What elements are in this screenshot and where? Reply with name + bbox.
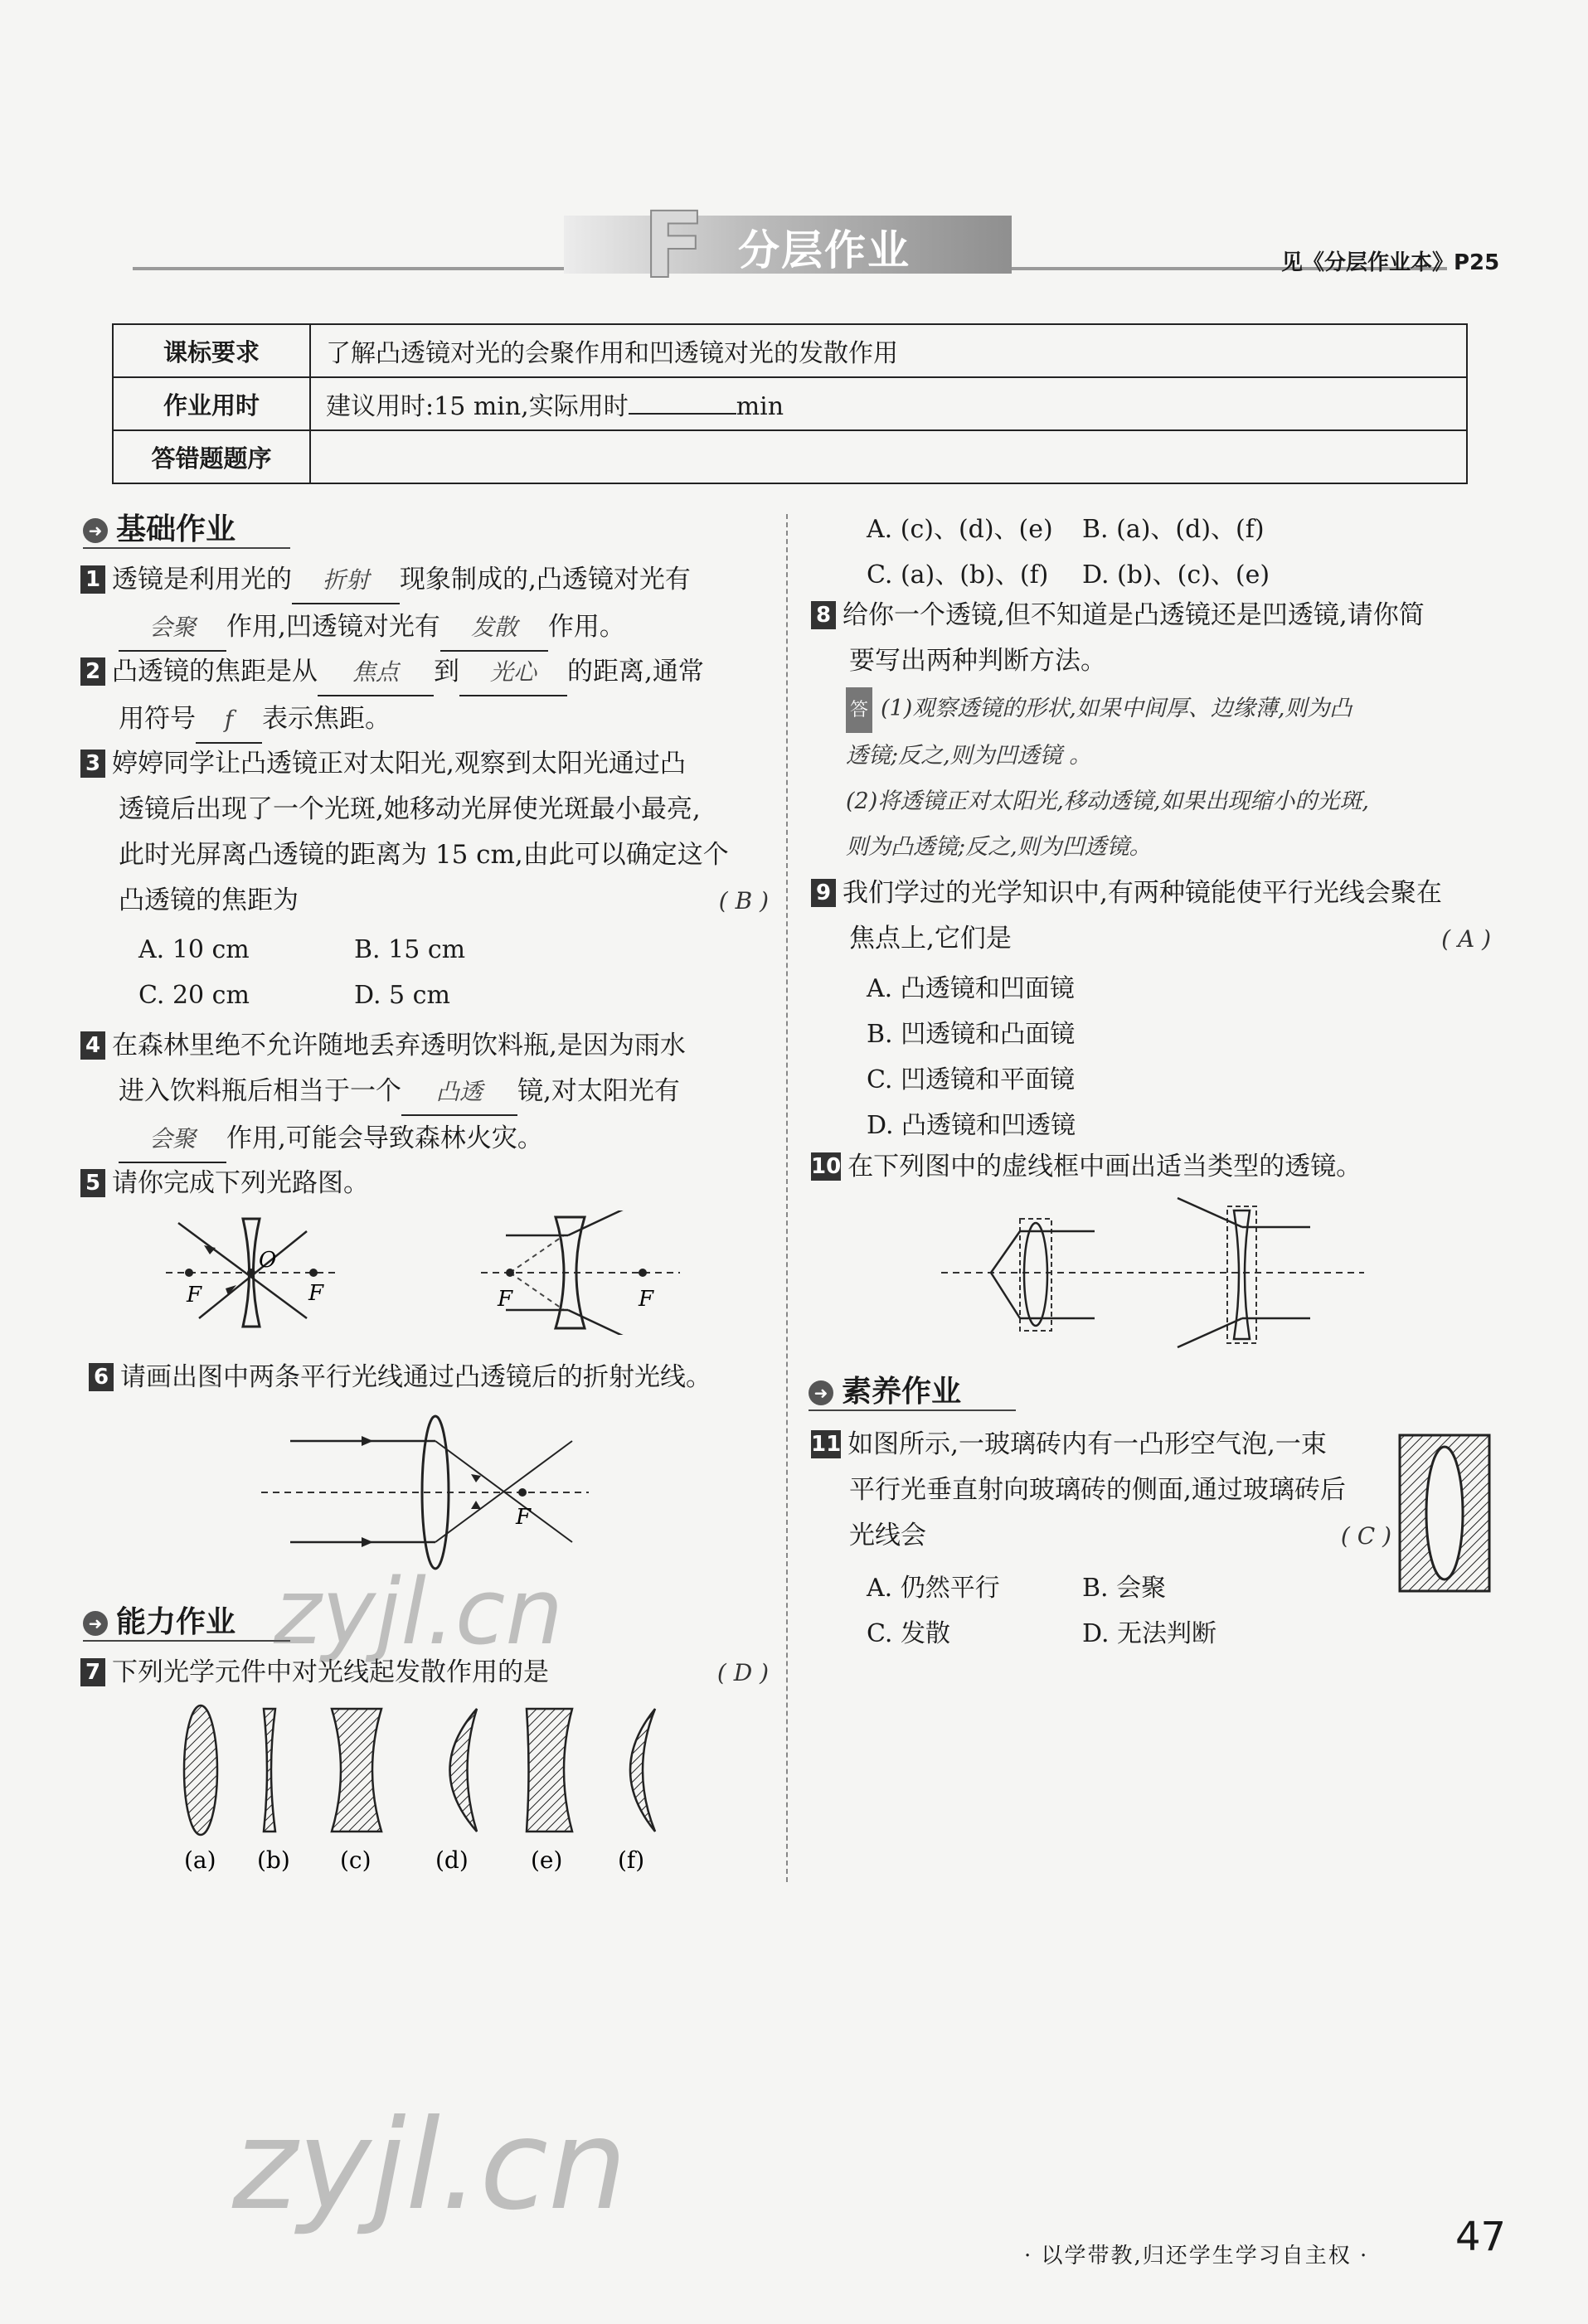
convex-lens xyxy=(1024,1223,1047,1326)
section-label: 能力作业 xyxy=(116,1605,236,1639)
header-letter: F xyxy=(643,192,706,298)
q-text: 现象制成的,凸透镜对光有 xyxy=(400,565,691,594)
question-number: 9 xyxy=(811,879,836,907)
q-text: 给你一个透镜,但不知道是凸透镜还是凹透镜,请你简 xyxy=(843,600,1425,630)
table-row xyxy=(113,324,1467,377)
q-text: 光线会 xyxy=(849,1521,926,1550)
question-number: 10 xyxy=(811,1154,842,1179)
question-number: 3 xyxy=(80,750,105,778)
question-9 xyxy=(811,871,1491,962)
q-text: 平行光垂直射向玻璃砖的侧面,通过玻璃砖后 xyxy=(849,1475,1346,1505)
lens-label: (b) xyxy=(257,1846,290,1874)
option-a: A. 仍然平行 xyxy=(867,1574,1000,1603)
arrow-icon: ➜ xyxy=(809,1380,833,1405)
q-text: 凸透镜的焦距是从 xyxy=(112,657,318,687)
time-suffix: min xyxy=(736,392,784,421)
q-text: 作用。 xyxy=(547,612,625,642)
section-underline xyxy=(809,1409,1016,1411)
q-text: 作用,可能会导致森林火灾。 xyxy=(226,1123,543,1153)
row-value[interactable] xyxy=(310,430,1467,483)
q-text: 镜,对太阳光有 xyxy=(517,1076,680,1106)
section-label: 基础作业 xyxy=(116,512,236,546)
option-b: B. 15 cm xyxy=(354,935,466,964)
concave-lens xyxy=(1234,1211,1250,1339)
q-text: 要写出两种判断方法。 xyxy=(849,646,1106,676)
question-4 xyxy=(80,1023,769,1163)
focus-label: F xyxy=(498,1287,513,1312)
answer-choice: ( B ) xyxy=(718,887,769,915)
question-number: 4 xyxy=(80,1031,105,1060)
section-underline xyxy=(83,1640,290,1642)
focus-label: F xyxy=(308,1281,324,1306)
row-key: 答错题题序 xyxy=(113,430,310,483)
option-c: C. 凹透镜和平面镜 xyxy=(867,1065,1075,1094)
page-number: 47 xyxy=(1455,2214,1507,2260)
arrow-icon: ➜ xyxy=(83,1611,108,1636)
option-d: D. 无法判断 xyxy=(1082,1619,1217,1648)
q-text: 在下列图中的虚线框中画出适当类型的透镜。 xyxy=(847,1152,1362,1181)
question-2 xyxy=(80,649,769,744)
section-literacy xyxy=(809,1368,961,1410)
lens-d xyxy=(450,1709,478,1832)
section-ability xyxy=(83,1599,236,1641)
option-b: B. 凹透镜和凸面镜 xyxy=(867,1020,1076,1049)
question-number: 11 xyxy=(811,1432,842,1457)
q-text: 婷婷同学让凸透镜正对太阳光,观察到太阳光通过凸 xyxy=(112,749,686,779)
answer-blank: f xyxy=(196,696,262,744)
lens-label: (d) xyxy=(435,1846,469,1874)
q-text: 凸透镜的焦距为 xyxy=(119,885,299,915)
section-basic xyxy=(83,506,236,548)
answer-blank: 光心 xyxy=(459,649,567,696)
answer-blank: 会聚 xyxy=(119,604,226,652)
question-number: 5 xyxy=(80,1169,105,1197)
answer-text: (1)观察透镜的形状,如果中间厚、边缘薄,则为凸 xyxy=(881,696,1352,721)
table-row xyxy=(113,377,1467,430)
answer-text: 则为凸透镜;反之,则为凹透镜。 xyxy=(846,834,1152,860)
lens-c xyxy=(332,1709,381,1832)
q8-answer xyxy=(846,686,1501,870)
row-key: 作业用时 xyxy=(113,377,310,430)
table-row xyxy=(113,430,1467,483)
q-text: 此时光屏离凸透镜的距离为 15 cm,由此可以确定这个 xyxy=(119,840,729,870)
row-value xyxy=(310,377,1467,430)
time-prefix: 建议用时:15 min,实际用时 xyxy=(326,392,629,421)
q6-ray-diagram xyxy=(249,1409,597,1575)
q-text: 焦点上,它们是 xyxy=(849,924,1012,953)
header-reference: 见《分层作业本》P25 xyxy=(1281,250,1500,275)
watermark: zyjl.cn xyxy=(232,2094,628,2238)
q-text: 我们学过的光学知识中,有两种镜能使平行光线会聚在 xyxy=(843,878,1442,908)
focus-label: F xyxy=(516,1505,532,1530)
q-text: 下列光学元件中对光线起发散作用的是 xyxy=(112,1657,549,1687)
question-number: 8 xyxy=(811,601,836,629)
q-text: 到 xyxy=(434,657,459,687)
option-d: D. 凸透镜和凹透镜 xyxy=(867,1111,1076,1140)
lens-label: (f) xyxy=(618,1846,645,1874)
q-text: 表示焦距。 xyxy=(262,704,391,734)
lens-e xyxy=(527,1709,572,1832)
question-10 xyxy=(811,1144,1499,1190)
option-c: C. 发散 xyxy=(867,1619,950,1648)
glass-brick-figure xyxy=(1397,1433,1493,1594)
page-title: 分层作业 xyxy=(738,226,911,274)
answer-blank: 会聚 xyxy=(119,1116,226,1163)
q-text: 的距离,通常 xyxy=(567,657,704,687)
option-d: D. (b)、(c)、(e) xyxy=(1082,560,1270,589)
answer-choice: ( C ) xyxy=(1340,1522,1391,1550)
option-c: C. 20 cm xyxy=(138,981,250,1010)
q-text: 请你完成下列光路图。 xyxy=(112,1168,369,1198)
answer-blank: 折射 xyxy=(292,557,400,604)
row-value: 了解凸透镜对光的会聚作用和凹透镜对光的发散作用 xyxy=(310,324,1467,377)
section-underline xyxy=(83,547,290,549)
answer-blank: 焦点 xyxy=(318,649,434,696)
option-d: D. 5 cm xyxy=(354,981,450,1010)
row-key: 课标要求 xyxy=(113,324,310,377)
arrow-icon: ➜ xyxy=(83,518,108,543)
footer-motto: · 以学带教,归还学生学习自主权 · xyxy=(1024,2244,1369,2268)
question-6 xyxy=(89,1355,777,1400)
air-bubble xyxy=(1426,1447,1463,1579)
question-8 xyxy=(811,593,1499,684)
q-text: 透镜后出现了一个光斑,她移动光屏使光斑最小最亮, xyxy=(119,794,701,824)
lens-b xyxy=(264,1709,275,1832)
option-b: B. (a)、(d)、(f) xyxy=(1082,515,1265,544)
section-label: 素养作业 xyxy=(842,1375,962,1409)
q-text: 透镜是利用光的 xyxy=(112,565,292,594)
q-text: 如图所示,一玻璃砖内有一凸形空气泡,一束 xyxy=(847,1429,1327,1459)
column-divider xyxy=(786,514,788,1882)
watermark: zyjl.cn xyxy=(274,1559,564,1665)
requirements-table xyxy=(112,323,1468,484)
q-text: 用符号 xyxy=(119,704,196,734)
question-number: 7 xyxy=(80,1658,105,1686)
question-1 xyxy=(80,557,769,652)
optical-center-label: O xyxy=(259,1248,277,1273)
lens-label: (e) xyxy=(531,1846,563,1874)
answer-blank: 发散 xyxy=(440,604,548,652)
option-a: A. 10 cm xyxy=(138,935,250,964)
answer-blank: 凸透 xyxy=(401,1069,517,1116)
q-text: 请画出图中两条平行光线通过凸透镜后的折射光线。 xyxy=(120,1362,711,1392)
answer-choice: ( D ) xyxy=(716,1659,769,1686)
answer-choice: ( A ) xyxy=(1441,925,1491,953)
question-3 xyxy=(80,741,769,924)
question-5 xyxy=(80,1161,769,1206)
q5-ray-diagrams xyxy=(158,1211,688,1335)
option-a: A. (c)、(d)、(e) xyxy=(867,515,1053,544)
lens-f xyxy=(630,1709,655,1832)
answer-text: (2)将透镜正对太阳光,移动透镜,如果出现缩小的光斑, xyxy=(846,788,1369,814)
lens-label: (c) xyxy=(340,1846,372,1874)
question-number: 1 xyxy=(80,565,105,594)
option-c: C. (a)、(b)、(f) xyxy=(867,560,1049,589)
lens-label: (a) xyxy=(184,1846,216,1874)
answer-tag: 答 xyxy=(846,687,872,733)
question-number: 6 xyxy=(89,1363,114,1391)
answer-text: 透镜;反之,则为凹透镜 。 xyxy=(846,743,1092,769)
focus-label: F xyxy=(639,1287,654,1312)
option-b: B. 会聚 xyxy=(1082,1574,1167,1603)
option-a: A. 凸透镜和凹面镜 xyxy=(867,974,1075,1003)
question-11 xyxy=(811,1422,1391,1559)
time-blank[interactable] xyxy=(629,413,736,415)
q10-ray-diagrams xyxy=(937,1194,1368,1360)
q-text: 作用,凹透镜对光有 xyxy=(226,612,440,642)
question-number: 2 xyxy=(80,657,105,686)
q7-lens-shapes xyxy=(166,1704,680,1878)
lens-a xyxy=(184,1705,217,1835)
q-text: 进入饮料瓶后相当于一个 xyxy=(119,1076,401,1106)
q-text: 在森林里绝不允许随地丢弃透明饮料瓶,是因为雨水 xyxy=(112,1031,686,1060)
focus-label: F xyxy=(187,1283,202,1308)
